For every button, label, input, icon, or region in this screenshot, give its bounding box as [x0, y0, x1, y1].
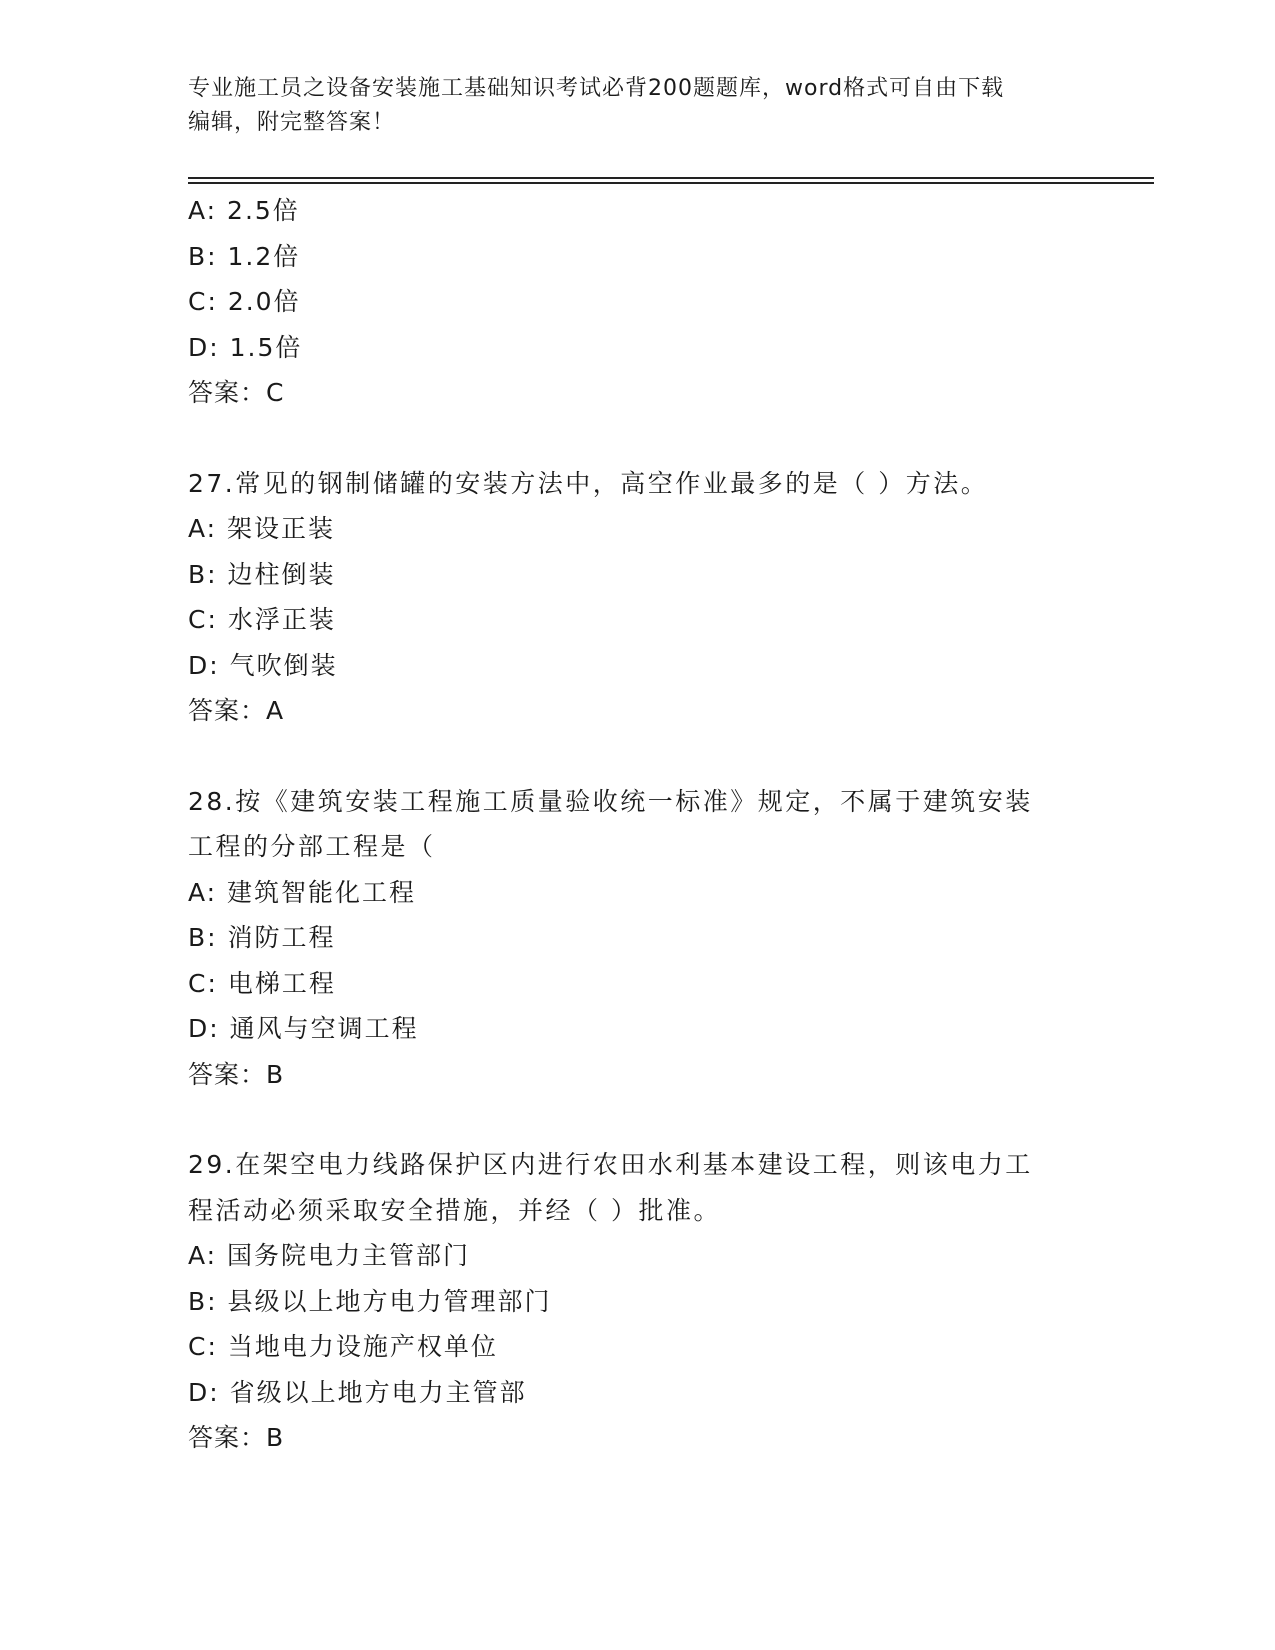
question-28	[188, 779, 1088, 1098]
question-text	[188, 779, 1068, 870]
option-c: C: 2.0倍	[188, 287, 301, 316]
header-title-line-1: 专业施工员之设备安装施工基础知识考试必背200题题库，word格式可自由下载	[188, 76, 1005, 101]
document-header	[188, 72, 1068, 140]
question-text-line: 28.按《建筑安装工程施工质量验收统一标准》规定，不属于建筑安装	[188, 786, 1033, 816]
question-29	[188, 1142, 1088, 1461]
option-b: B: 消防工程	[188, 923, 336, 952]
option-d: D: 1.5倍	[188, 332, 303, 362]
option-d: D: 通风与空调工程	[188, 1014, 419, 1043]
option-b: B: 1.2倍	[188, 241, 301, 271]
question-text-line: 27.常见的钢制储罐的安装方法中，高空作业最多的是（ ）方法。	[188, 468, 989, 498]
answer: 答案：B	[188, 1423, 285, 1452]
option-b: B: 边柱倒装	[188, 559, 336, 589]
header-title-line-2: 编辑，附完整答案！	[188, 110, 396, 135]
answer: 答案：B	[188, 1059, 285, 1089]
option-a: A: 国务院电力主管部门	[188, 1241, 471, 1270]
question-text	[188, 461, 1068, 507]
answer: 答案：A	[188, 696, 285, 725]
header-divider-top	[188, 177, 1154, 179]
question-text-line: 29.在架空电力线路保护区内进行农田水利基本建设工程，则该电力工	[188, 1150, 1033, 1179]
option-c: C: 当地电力设施产权单位	[188, 1332, 498, 1361]
option-d: D: 气吹倒装	[188, 650, 338, 680]
question-text-line: 程活动必须采取安全措施，并经（ ）批准。	[188, 1195, 721, 1225]
question-27	[188, 461, 1088, 734]
option-a: A: 建筑智能化工程	[188, 877, 417, 907]
option-a: A: 2.5倍	[188, 196, 300, 225]
option-c: C: 电梯工程	[188, 968, 336, 998]
question-26	[188, 188, 1088, 416]
header-divider-bottom	[188, 182, 1154, 184]
option-b: B: 县级以上地方电力管理部门	[188, 1286, 552, 1316]
option-c: C: 水浮正装	[188, 605, 336, 634]
option-d: D: 省级以上地方电力主管部	[188, 1377, 527, 1407]
option-a: A: 架设正装	[188, 514, 336, 543]
question-text	[188, 1142, 1068, 1233]
answer: 答案：C	[188, 378, 285, 407]
question-text-line: 工程的分部工程是（	[188, 832, 436, 861]
document-body	[188, 188, 1088, 1461]
